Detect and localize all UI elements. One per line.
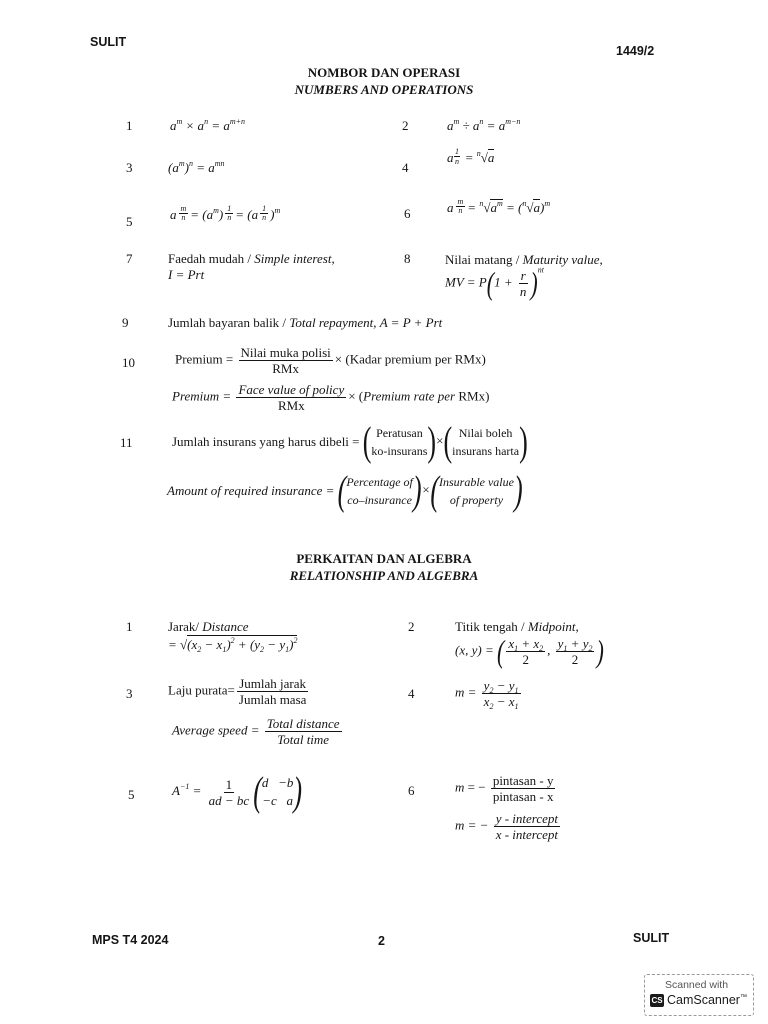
watermark-brand: CamScanner™ <box>667 993 747 1007</box>
item-number: 1 <box>126 619 133 634</box>
formula-fractional-root: a $\frac{m}{n}$ = $^n√a^m = (^n√a)^m$ <box>447 197 551 215</box>
item-number: 3 <box>126 160 133 175</box>
formula-product-powers: $a^m \times a^n = a^{m+n}$ <box>170 117 246 133</box>
section1-title-ms: NOMBOR DAN OPERASI <box>307 65 461 80</box>
midpoint-formula: (x, y) = ( $\frac{x_1 + x_2}{2}$ , $\frac{y_1 + y_2}{2}$ ) <box>455 632 604 669</box>
average-speed-formula-ms: Laju purata= $\frac{\text{Jumlah jarak}}{\text{Jumlah masa}}$ <box>168 676 307 707</box>
item-number: 9 <box>122 315 129 330</box>
footer-left: MPS T4 2024 <box>92 933 169 947</box>
premium-formula-ms: Premium = $\frac{\text{Nilai muka polisi}}{\text{RMx}}$ × (Kadar premium per RMx) <box>175 345 486 376</box>
formula-power-of-power: $(a^m)^n = a^{mn}$ <box>168 159 225 175</box>
midpoint-label: Titik tengah / Midpoint, <box>455 619 579 634</box>
camscanner-watermark <box>644 974 754 1016</box>
item-number: 1 <box>126 118 133 133</box>
inverse-matrix-formula: $A^{-1}$ = $\frac{1}{ad - bc}$ ( d −b −c a ) <box>172 768 303 815</box>
section2-title-ms: PERKAITAN DAN ALGEBRA <box>296 551 472 566</box>
section2-title-en: RELATIONSHIP AND ALGEBRA <box>289 568 479 583</box>
formula-fractional-power: a $\frac{m}{n}$ = $(a^m)$ $\frac{1}{n}$ = (a $\frac{1}{n}$ )$^m$ <box>170 204 281 222</box>
formula-root: a 1 n = $^n$√a <box>447 147 495 166</box>
gradient-formula: m = $\frac{y_2 - y_1}{x_2 - x_1}$ <box>455 678 519 711</box>
item-number: 4 <box>408 686 415 701</box>
maturity-value-label: Nilai matang / Maturity value, <box>445 252 603 267</box>
page-number: 2 <box>378 934 385 948</box>
insurance-formula-ms: Jumlah insurans yang harus dibeli = ( Peratusan ko-insurans )×( Nilai boleh insurans harta ) <box>172 418 528 465</box>
formula-quotient-powers: $a^m \div a^n = a^{m-n}$ <box>447 117 521 133</box>
item-number: 7 <box>126 251 133 266</box>
gradient-intercept-formula-ms: m = − $\frac{\text{pintasan - y}}{\text{pintasan - x}}$ <box>455 773 554 804</box>
average-speed-formula-en: Average speed = $\frac{\text{Total distance}}{\text{Total time}}$ <box>172 716 340 747</box>
footer-right: SULIT <box>633 931 670 945</box>
header-left: SULIT <box>90 35 127 49</box>
watermark-line1: Scanned with <box>665 979 729 991</box>
item-number: 6 <box>404 206 411 221</box>
header-right: 1449/2 <box>616 44 655 58</box>
item-number: 11 <box>120 435 133 450</box>
maturity-value-formula: MV = P(1 + $\frac{r}{n}$ )$^{nt}$ <box>445 264 544 301</box>
total-repayment-label: Jumlah bayaran balik / Total repayment, A = P + Prt <box>168 315 443 330</box>
item-number: 3 <box>126 686 133 701</box>
item-number: 10 <box>122 355 135 370</box>
item-number: 8 <box>404 251 411 266</box>
item-number: 5 <box>126 214 133 229</box>
distance-label: Jarak/ Distance <box>168 619 249 634</box>
camscanner-logo-icon: CS <box>651 996 663 1005</box>
item-number: 5 <box>128 787 135 802</box>
insurance-formula-en: Amount of required insurance = ( Percentage of co–insurance )×( Insurable value of property ) <box>167 467 523 514</box>
item-number: 6 <box>408 783 415 798</box>
simple-interest-label: Faedah mudah / Simple interest, <box>168 251 335 266</box>
item-number: 2 <box>402 118 409 133</box>
simple-interest-formula: I = Prt <box>168 267 205 282</box>
premium-formula-en: Premium = $\frac{\text{Face value of policy}}{\text{RMx}}$ × (Premium rate per RMx) <box>172 382 490 413</box>
item-number: 2 <box>408 619 415 634</box>
distance-formula: = $√(x_2 - x_1)^2 + (y_2 - y_1)^2$ <box>168 636 298 654</box>
gradient-intercept-formula-en: m = − $\frac{\text{y - intercept}}{\text{x - intercept}}$ <box>455 811 559 842</box>
section1-title-en: NUMBERS AND OPERATIONS <box>294 82 474 97</box>
item-number: 4 <box>402 160 409 175</box>
